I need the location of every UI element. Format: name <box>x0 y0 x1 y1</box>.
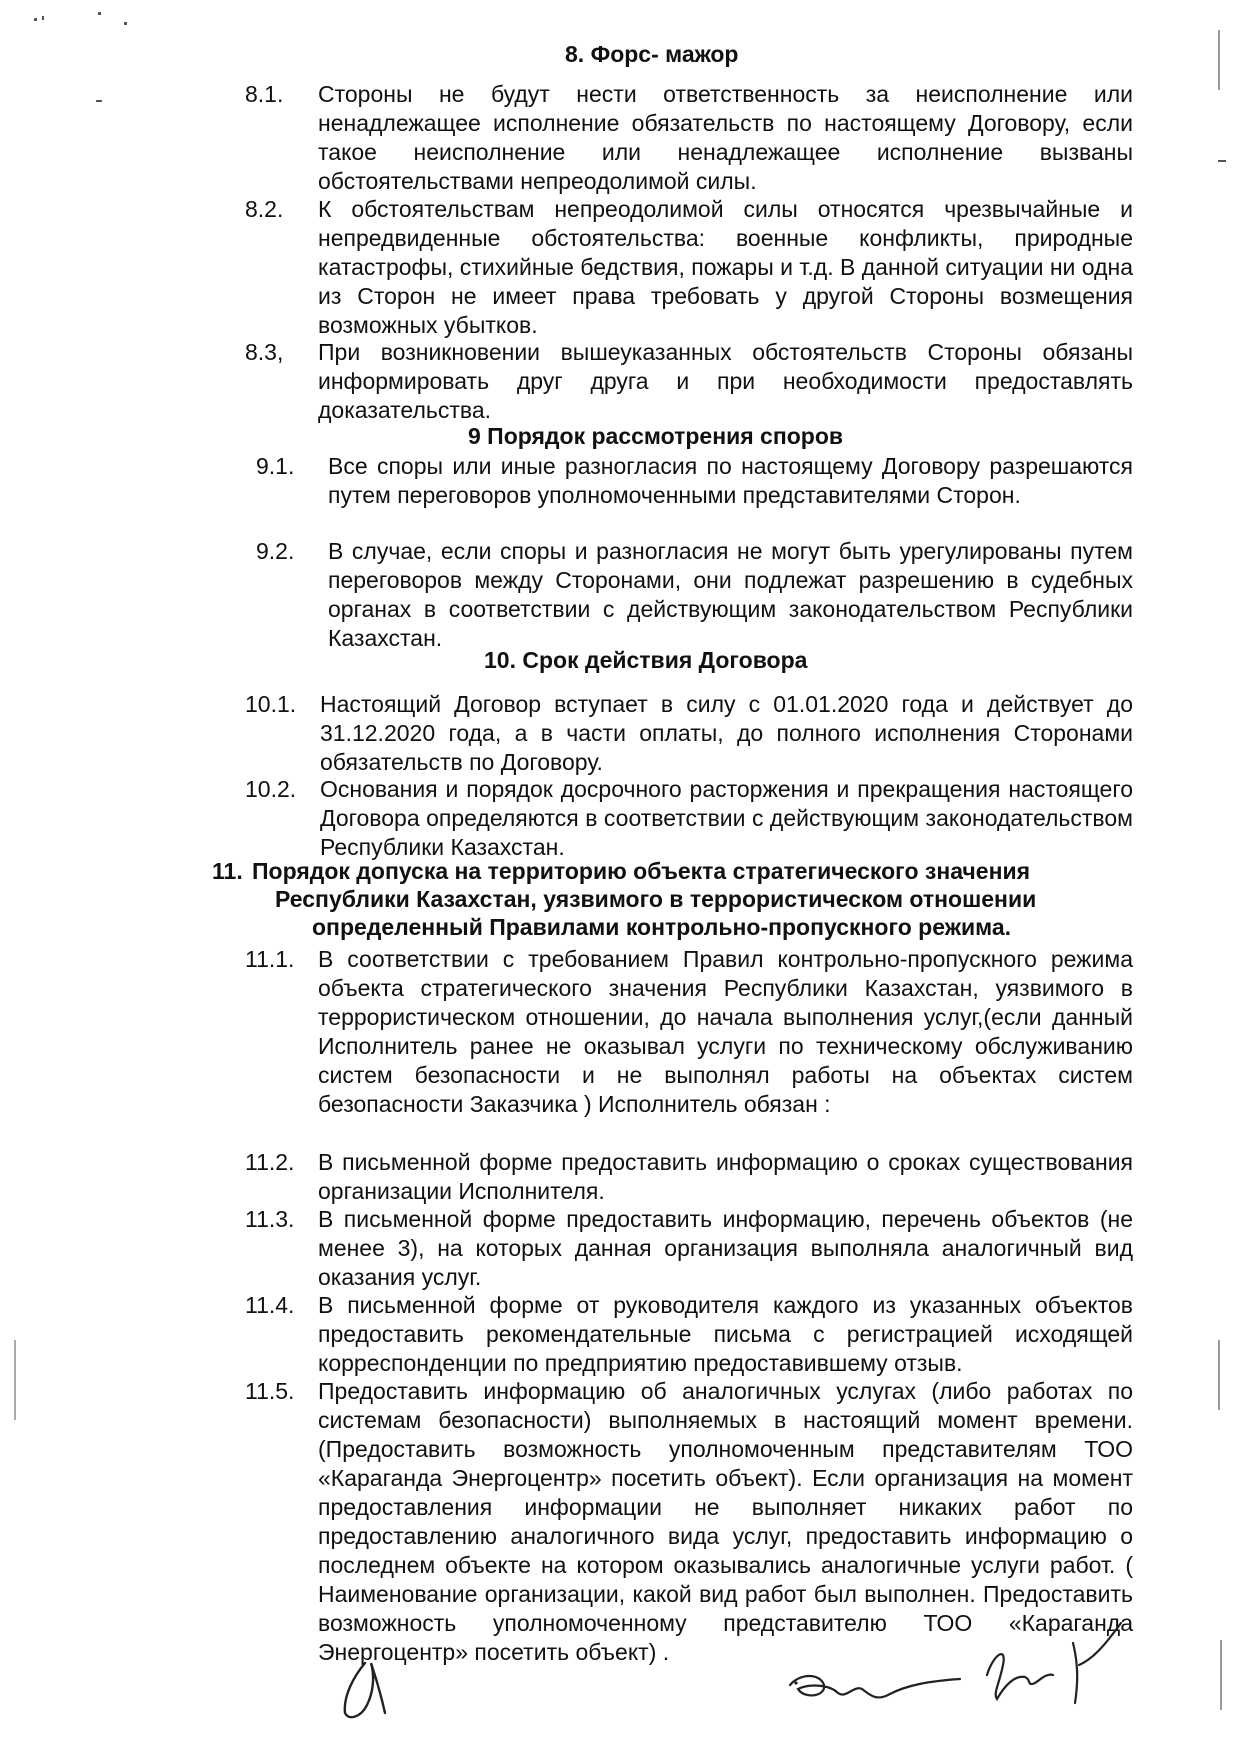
section-11-number: 11. <box>212 858 243 884</box>
scan-edge-mark <box>1218 30 1220 90</box>
scan-speck <box>96 100 102 102</box>
clause-number: 8.2. <box>245 196 284 222</box>
clause-text: Все споры или иные разногласия по настоящему Договору разрешаются путем переговоров уполномоченными представителями Сторон. <box>328 453 1133 508</box>
scan-speck <box>98 12 101 15</box>
clause-number: 11.2. <box>245 1149 295 1175</box>
scan-edge-mark <box>1218 160 1226 162</box>
section-11-title-line: определенный Правилами контрольно-пропускного режима. <box>312 914 1012 940</box>
clause-text: Предоставить информацию об аналогичных услугах (либо работах по системам безопасности) выполняемых в настоящий момент времени. (Предоставить возможность уполномоченным представителям ТОО «Караганда Энергоцентр» посетить объект). Если организация на момент предоставления информации не выполняет никаких работ по предоставлению аналогичного вида услуг, предоставить информацию о последнем объекте на котором оказывались аналогичные услуги работ. ( Наименование организации, какой вид работ был выполнен. Предоставить возможность уполномоченному представителю ТОО «Караганда Энергоцентр» посетить объект) . <box>318 1378 1133 1665</box>
handwritten-signature <box>975 1615 1135 1715</box>
section-9-title: 9 Порядок рассмотрения споров <box>468 423 844 449</box>
clause-number: 11.3. <box>245 1206 295 1232</box>
clause-text: В письменной форме предоставить информацию, перечень объектов (не менее 3), на которых данная организация выполняла аналогичный вид оказания услуг. <box>318 1206 1133 1290</box>
clause-text: В письменной форме предоставить информацию о сроках существования организации Исполнителя. <box>318 1149 1133 1204</box>
section-11-title-line: Порядок допуска на территорию объекта стратегического значения <box>252 858 1031 884</box>
clause-text: Основания и порядок досрочного расторжения и прекращения настоящего Договора определяются в соответствии с действующим законодательством Республики Казахстан. <box>320 776 1133 860</box>
clause-number: 9.2. <box>256 538 295 564</box>
clause-text: В соответствии с требованием Правил контрольно-пропускного режима объекта стратегического значения Республики Казахстан, уязвимого в террористическом отношении, до начала выполнения услуг,(если данный Исполнитель ранее не оказывал услуги по техническому обслуживанию систем безопасности и не выполнял работы на объектах систем безопасности Заказчика ) Исполнитель обязан : <box>318 946 1133 1117</box>
clause-text: В случае, если споры и разногласия не могут быть урегулированы путем переговоров между Сторонами, они подлежат разрешению в судебных органах в соответствии с действующим законодательством Республики Казахстан. <box>328 538 1133 651</box>
scan-speck <box>124 22 127 25</box>
scan-speck <box>42 16 44 20</box>
clause-text: При возникновении вышеуказанных обстоятельств Стороны обязаны информировать друг друга и при необходимости предоставлять доказательства. <box>318 339 1133 423</box>
clause-text: Стороны не будут нести ответственность за неисполнение или ненадлежащее исполнение обязательств по настоящему Договору, если такое неисполнение или ненадлежащее исполнение вызваны обстоятельствами непреодолимой силы. <box>318 81 1133 194</box>
clause-text: В письменной форме от руководителя каждого из указанных объектов предоставить рекомендательные письма с регистрацией исходящей корреспонденции по предприятию предоставившему отзыв. <box>318 1292 1133 1376</box>
clause-number: 9.1. <box>256 453 295 479</box>
handwritten-signature <box>780 1655 980 1715</box>
clause-number: 11.4. <box>245 1292 295 1318</box>
clause-number: 11.5. <box>245 1378 295 1404</box>
handwritten-initial <box>335 1655 395 1725</box>
clause-number: 10.2. <box>245 776 297 802</box>
section-10-title: 10. Срок действия Договора <box>484 647 808 673</box>
scan-edge-mark <box>1220 1640 1222 1710</box>
clause-number: 10.1. <box>245 691 297 717</box>
scan-edge-mark <box>14 1340 16 1420</box>
clause-number: 8.3, <box>245 339 284 365</box>
clause-text: К обстоятельствам непреодолимой силы относятся чрезвычайные и непредвиденные обстоятельства: военные конфликты, природные катастрофы, стихийные бедствия, пожары и т.д. В данной ситуации ни одна из Сторон не имеет права требовать у другой Стороны возмещения возможных убытков. <box>318 196 1133 338</box>
clause-number: 8.1. <box>245 81 284 107</box>
section-8-title: 8. Форс- мажор <box>565 41 739 67</box>
section-11-title-line: Республики Казахстан, уязвимого в террористическом отношении <box>275 886 1037 912</box>
clause-text: Настоящий Договор вступает в силу с 01.01.2020 года и действует до 31.12.2020 года, а в части оплаты, до полного исполнения Сторонами обязательств по Договору. <box>320 691 1133 775</box>
scan-speck <box>34 18 37 21</box>
clause-number: 11.1. <box>245 946 295 972</box>
scan-edge-mark <box>1218 1340 1220 1410</box>
